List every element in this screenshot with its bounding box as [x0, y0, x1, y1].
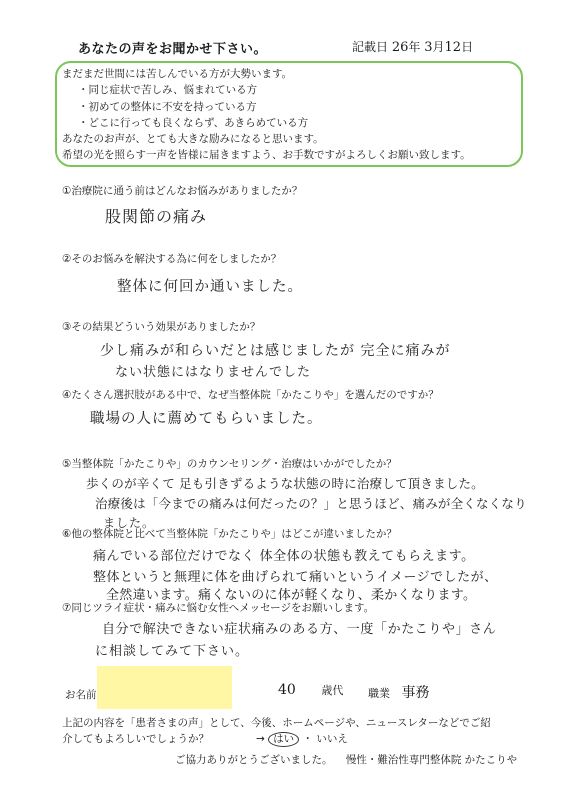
page-title: あなたの声をお聞かせ下さい。	[78, 42, 268, 57]
intro-bullet: ・同じ症状で苦しみ、悩まれている方	[78, 84, 258, 97]
answer-6-line: 整体というと無理に体を曲げられて痛いというイメージでしたが、	[93, 570, 498, 585]
answer-1-line: 股関節の痛み	[105, 207, 208, 226]
job-field	[368, 682, 430, 702]
answer-5-line: ました。	[103, 516, 156, 530]
question-7: ⑦同じツライ症状・痛みに悩む女性へメッセージをお願いします。	[62, 602, 375, 614]
name-highlight	[97, 666, 232, 709]
consent-line-1: 上記の内容を「患者さまの声」として、今後、ホームページや、ニュースレターなどでご紹	[62, 717, 491, 729]
consent-line-2: 介してもよろしいでしょうか？	[62, 733, 209, 745]
question-3: ③その結果どういう効果がありましたか？	[62, 321, 261, 333]
question-4: ④たくさん選択肢がある中で、なぜ当整体院「かたこりや」を選んだのですか？	[62, 389, 439, 401]
consent-no-option: いいえ	[316, 733, 348, 745]
thanks-text: ご協力ありがとうございました。	[175, 754, 333, 766]
consent-choice	[256, 731, 348, 747]
name-label: お名前	[65, 689, 97, 701]
date-day-unit: 日	[461, 40, 474, 54]
intro-line-1: まだまだ世間には苦しんでいる方が大勢います。	[62, 68, 293, 80]
question-6: ⑥他の整体院と比べて当整体院「かたこりや」はどこが違いましたか？	[62, 528, 397, 540]
question-5: ⑤当整体院「かたこりや」のカウンセリング・治療はいかがでしたか？	[62, 458, 397, 470]
answer-3-line: ない状態にはなりませんでした	[115, 365, 312, 380]
intro-line-2: あなたのお声が、とても大きな励みになると思います。	[62, 133, 324, 146]
age-label: 歳代	[321, 684, 344, 697]
answer-7-line: 自分で解決できない症状痛みのある方、一度「かたこりや」さん	[102, 622, 497, 637]
intro-bullet: ・どこに行っても良くならず、あきらめている方	[78, 116, 309, 129]
consent-yes-option: はい	[268, 732, 299, 747]
question-2: ②そのお悩みを解決する為に何をしましたか？	[62, 253, 282, 265]
answer-3-line: 少し痛みが和らいだとは感じましたが 完全に痛みが	[100, 343, 451, 359]
date-label: 記載日	[352, 40, 389, 54]
job-value: 事務	[401, 685, 430, 701]
date-day: 12	[444, 40, 462, 55]
consent-separator: ・	[302, 733, 313, 745]
answer-4-line: 職場の人に薦めてもらいました。	[90, 411, 323, 427]
age-field	[278, 682, 343, 698]
answer-7-line: に相談してみて下さい。	[95, 644, 250, 659]
answer-5-line: 治療後は「今までの痛みは何だったの？」と思うほど、痛みが全くなくなり	[95, 496, 527, 511]
clinic-name: 慢性・難治性専門整体院 かたこりや	[345, 754, 518, 766]
arrow-icon: →	[256, 733, 265, 745]
intro-line-3: 希望の光を照らす一声を皆様に届きますよう、お手数ですがよろしくお願い致します。	[62, 149, 471, 162]
date-year: 26	[391, 40, 409, 55]
intro-text	[62, 66, 471, 164]
intro-bullet: ・初めての整体に不安を持っている方	[78, 100, 257, 113]
job-label: 職業	[368, 687, 390, 700]
date-month-unit: 月	[432, 40, 445, 54]
age-value: 40	[278, 682, 296, 698]
answer-6-line: 痛んでいる部位だけでなく 体全体の状態も教えてもらえます。	[93, 549, 475, 564]
date-field	[352, 38, 473, 55]
date-year-unit: 年	[408, 40, 421, 54]
date-month: 3	[424, 40, 433, 55]
answer-5-line: 歩くのが辛くて 足も引きずるような状態の時に治療して頂きました。	[86, 476, 484, 491]
footer	[175, 752, 517, 767]
answer-2-line: 整体に何回か通いました。	[117, 279, 303, 295]
answer-6-line: 全然違います。痛くないのに体が軽くなり、柔かくなります。	[106, 588, 477, 603]
question-1: ①治療院に通う前はどんなお悩みがありましたか？	[62, 185, 303, 197]
